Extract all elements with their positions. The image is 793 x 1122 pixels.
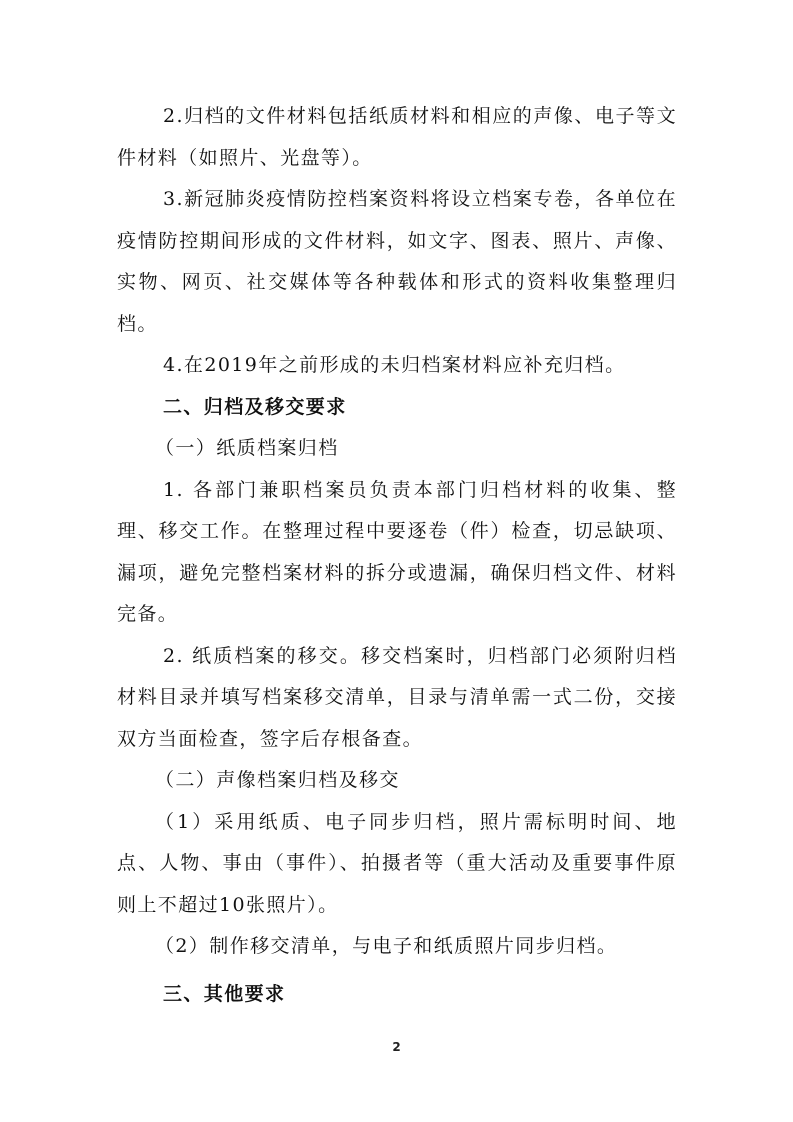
page-number: 2 <box>392 1040 401 1054</box>
subheading-paper-archive: （一）纸质档案归档 <box>155 437 339 459</box>
section-heading-other: 三、其他要求 <box>163 982 286 1005</box>
paragraph-paper-transfer: 2. 纸质档案的移交。移交档案时，归档部门必须附归档材料目录并填写档案移交清单，目录与清单需一式二份，交接双方当面检查，签字后存根备查。 <box>117 644 677 750</box>
paragraph-pre-2019: 4.在2019年之前形成的未归档案材料应补充归档。 <box>163 354 626 376</box>
paragraph-staff-duty: 1. 各部门兼职档案员负责本部门归档材料的收集、整理、移交工作。在整理过程中要逐卷（件）检查，切忌缺项、漏项，避免完整档案材料的拆分或遗漏，确保归档文件、材料完备。 <box>117 478 677 625</box>
paragraph-covid-archive: 3.新冠肺炎疫情防控档案资料将设立档案专卷，各单位在疫情防控期间形成的文件材料，如文字、图表、照片、声像、实物、网页、社交媒体等各种载体和形式的资料收集整理归档。 <box>117 188 677 335</box>
paragraph-sync-archive: （1）采用纸质、电子同步归档，照片需标明时间、地点、人物、事由（事件）、拍摄者等（重大活动及重要事件原则上不超过10张照片）。 <box>117 810 677 916</box>
paragraph-transfer-list: （2）制作移交清单，与电子和纸质照片同步归档。 <box>155 935 618 957</box>
subheading-audiovisual-archive: （二）声像档案归档及移交 <box>155 769 400 791</box>
section-heading-requirements: 二、归档及移交要求 <box>163 395 347 418</box>
paragraph-archive-materials: 2.归档的文件材料包括纸质材料和相应的声像、电子等文件材料（如照片、光盘等）。 <box>117 105 677 169</box>
document-page <box>117 96 677 1015</box>
